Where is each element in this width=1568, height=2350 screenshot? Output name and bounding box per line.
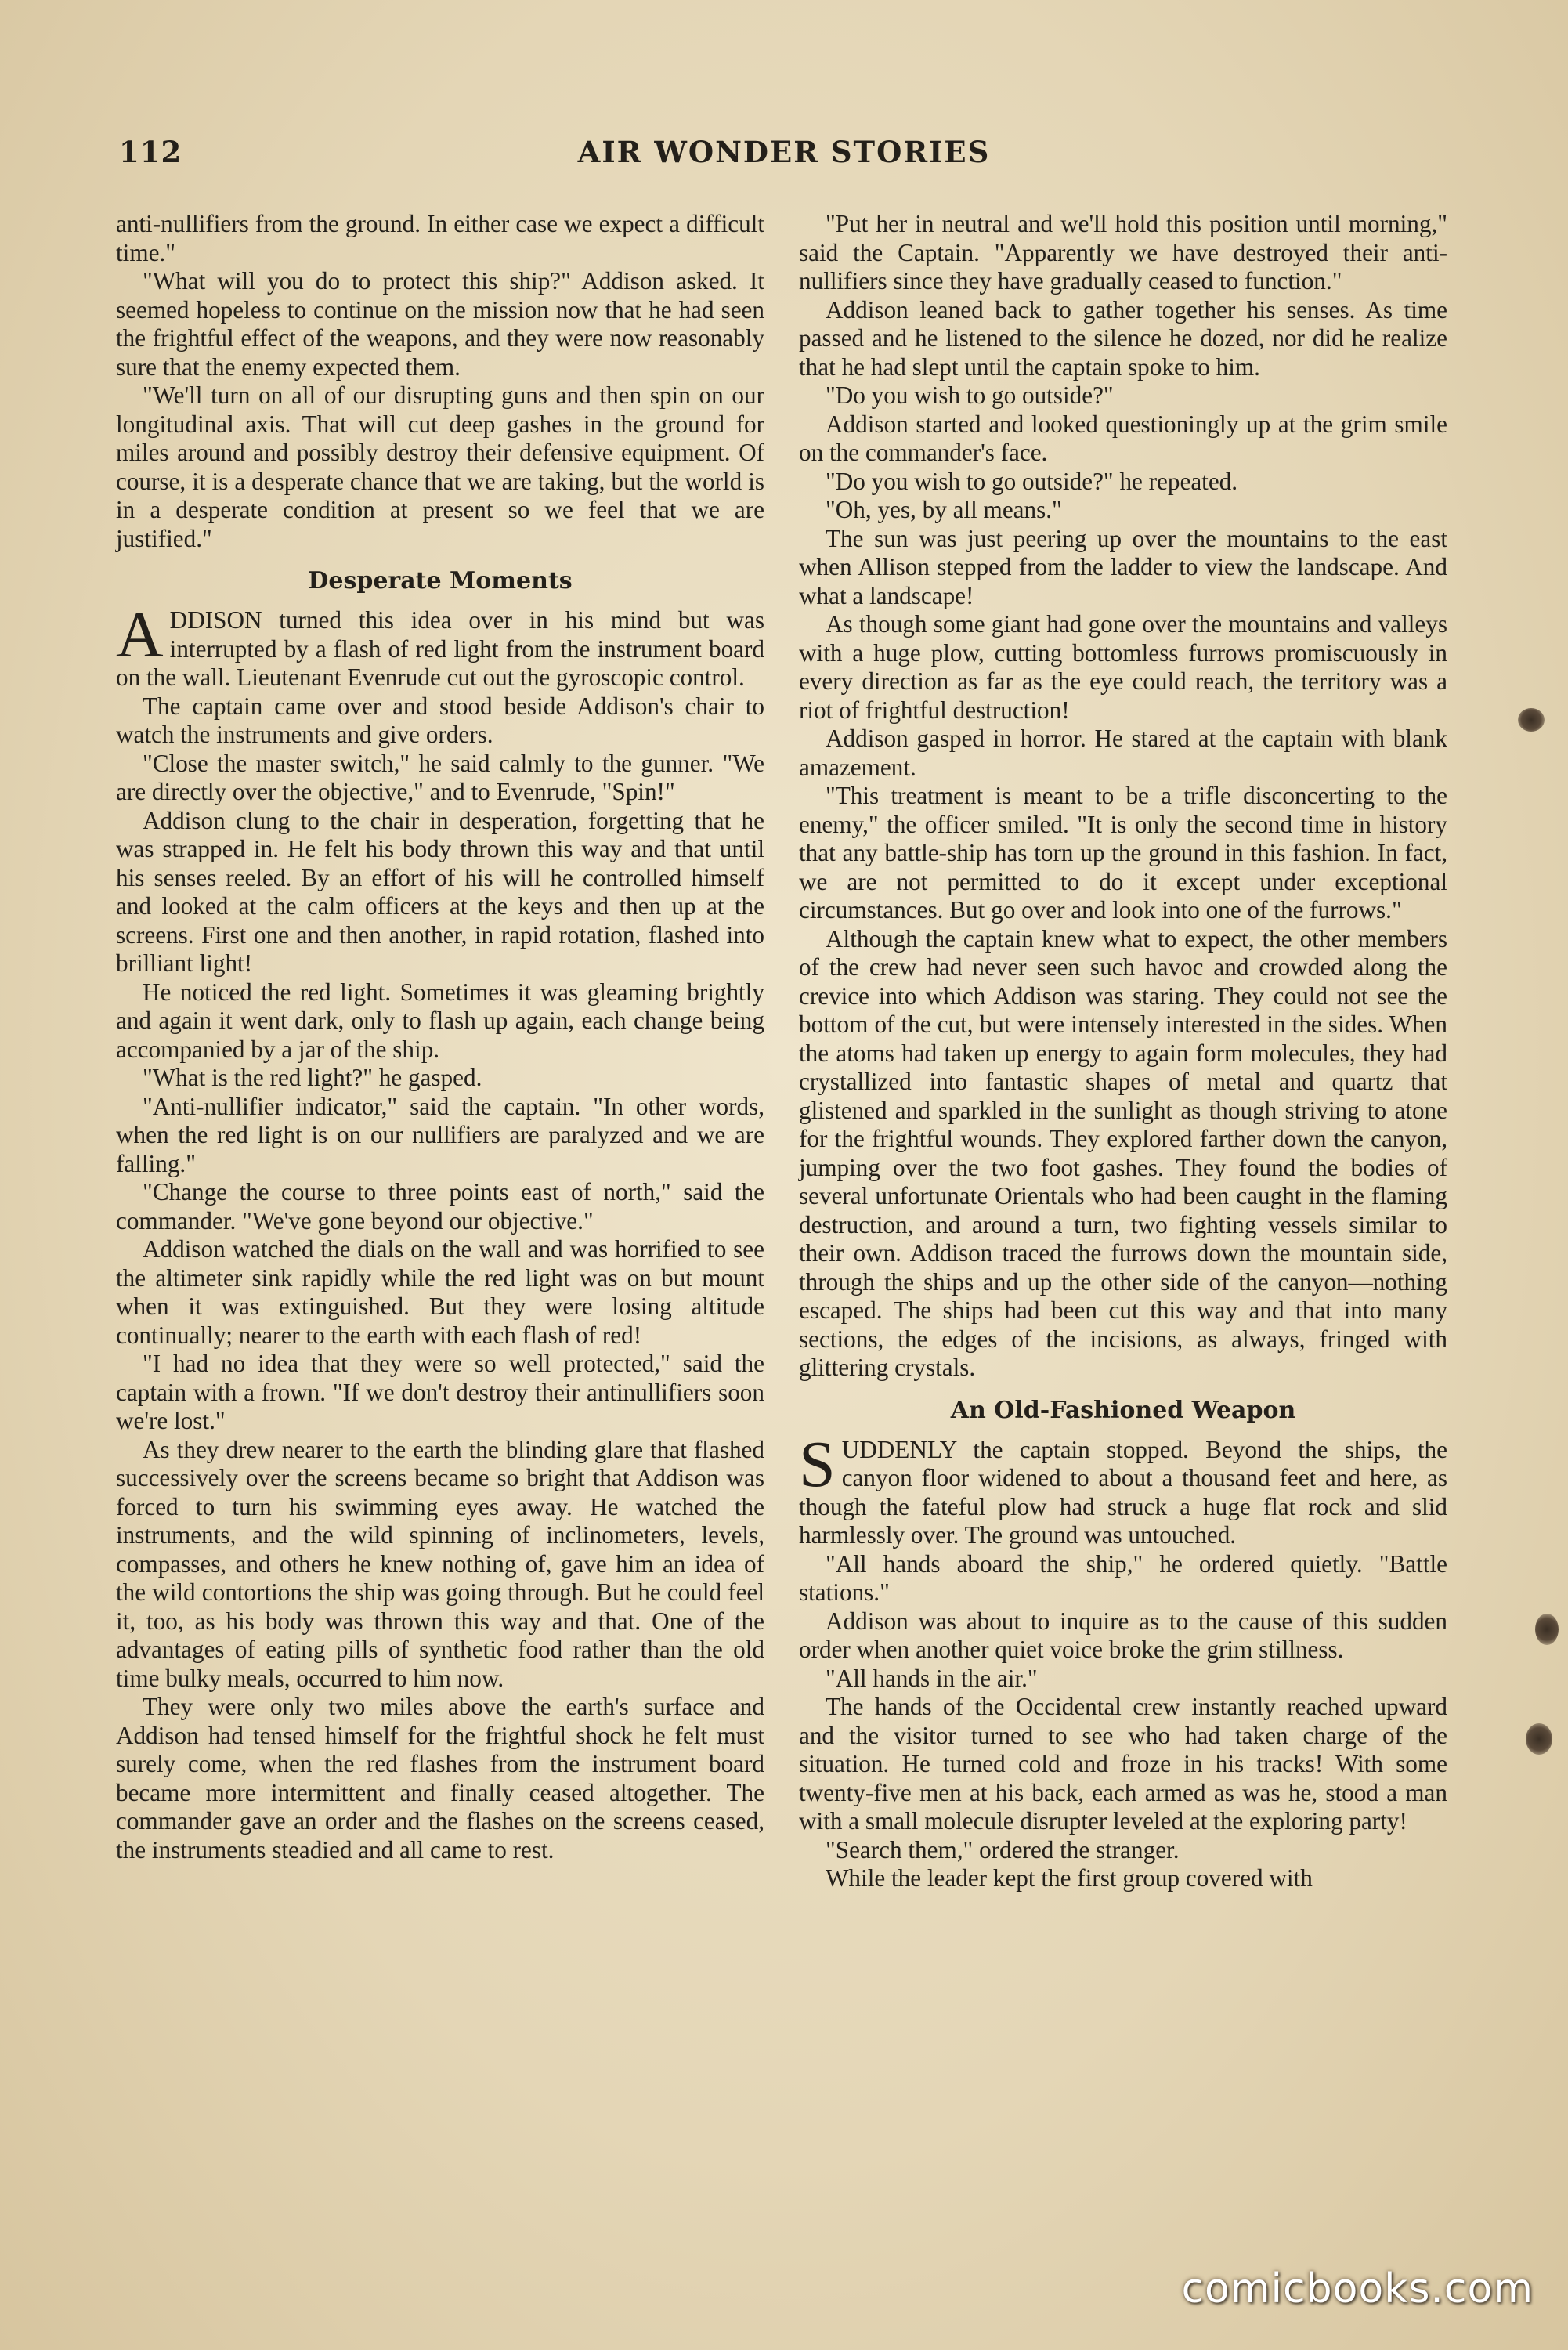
section-heading: Desperate Moments (308, 567, 573, 595)
paragraph: Addison was about to inquire as to the cause of this sudden order when another quiet voice broke the grim stillness. (799, 1607, 1447, 1663)
opening-paragraph (799, 1427, 1447, 1550)
paragraph: "Do you wish to go outside?" he repeated. (826, 467, 1238, 495)
paragraph: The hands of the Occidental crew instantly reached upward and the visitor turned to see who had taken charge of the situation. He turned cold and froze in his tracks! With some twenty-five men at his back, each armed as was he, stood a man with a small molecule disrupter leveled at the exploring party! (799, 1693, 1447, 1835)
paragraph: The sun was just peering up over the mountains to the east when Allison stepped from the ladder to view the landscape. And what a landscape! (799, 524, 1447, 609)
paragraph: "Put her in neutral and we'll hold this position until morning," said the Captain. "Apparently we have destroyed their anti-nullifiers since they have gradually ceased to function." (799, 210, 1447, 295)
paragraph: "What will you do to protect this ship?" Addison asked. It seemed hopeless to continue on the mission now that he had seen the frightful effect of the weapons, and they were now reasonably sure that the enemy expected them. (116, 267, 764, 381)
opening-paragraph (116, 598, 764, 692)
paragraph: He noticed the red light. Sometimes it was gleaming brightly and again it went dark, only to flash up again, each change being accompanied by a jar of the ship. (116, 978, 764, 1063)
paragraph: "I had no idea that they were so well protected," said the captain with a frown. "If we don't destroy their antinullifiers soon we're lost." (116, 1350, 764, 1434)
paragraph-text: UDDENLY the captain stopped. Beyond the ships, the canyon floor widened to about a thousand feet and here, as though the fateful plow had struck a huge flat rock and slid harmlessly over. The ground was untouched. (799, 1435, 1447, 1549)
paragraph: As though some giant had gone over the mountains and valleys with a huge plow, cutting bottomless furrows promiscuously in every direction as far as the eye could reach, the territory was a riot of frightful destruction! (799, 610, 1447, 724)
drop-cap: S (799, 1427, 836, 1501)
right-column (799, 210, 1447, 1893)
paragraph: "This treatment is meant to be a trifle disconcerting to the enemy," the officer smiled. "It is only the second time in history that any battle-ship has torn up the ground in this fashion. In fact, we are not permitted to do it except under exceptional circumstances. But go over and look into one of the furrows." (799, 782, 1447, 924)
paragraph: They were only two miles above the earth's surface and Addison had tensed himself for the frightful shock he felt must surely come, when the red flashes from the instrument board became more intermittent and finally ceased altogether. The commander gave an order and the flashes on the screens ceased, the instruments steadied and all came to rest. (116, 1693, 764, 1864)
paragraph: "What is the red light?" he gasped. (143, 1064, 482, 1091)
paragraph: The captain came over and stood beside Addison's chair to watch the instruments and give orders. (116, 692, 764, 748)
paragraph: While the leader kept the first group covered with (826, 1864, 1313, 1892)
paragraph: Addison leaned back to gather together his senses. As time passed and he listened to the silence he dozed, nor did he realize that he had slept until the captain spoke to him. (799, 295, 1447, 381)
watermark: comicbooks.com (1181, 2265, 1534, 2312)
paragraph: "Change the course to three points east of north," said the commander. "We've gone beyond our objective." (116, 1178, 764, 1235)
paragraph: "All hands aboard the ship," he ordered quietly. "Battle stations." (799, 1549, 1447, 1606)
paragraph-text: DDISON turned this idea over in his mind but was interrupted by a flash of red light from the instrument board on the wall. Lieutenant Evenrude cut out the gyroscopic control. (116, 606, 764, 691)
paragraph: Although the captain knew what to expect, the other members of the crew had never seen such havoc and crowded along the crevice into which Addison was staring. They could not see the bottom of the cut, but were intensely interested in the sides. When the atoms had taken up energy to again form molecules, they had crystallized into fantastic shapes of metal and quartz that glistened and sparkled in the sunlight as though striving to atone for the frightful wounds. They explored farther down the canyon, jumping over the two foot gashes. They found the bodies of several unfortunate Orientals who had been caught in the flaming destruction, and around a turn, two fighting vessels similar to their own. Addison traced the furrows down the mountain side, through the ships and up the other side of the canyon—nothing escaped. The ships had been cut this way and that into many sections, the edges of the incisions, as always, fringed with glittering crystals. (799, 924, 1447, 1381)
paragraph: "Anti-nullifier indicator," said the captain. "In other words, when the red light is on our nullifiers are paralyzed and we are falling." (116, 1092, 764, 1177)
paragraph: Addison clung to the chair in desperation, forgetting that he was strapped in. He felt his body thrown this way and that until his senses reeled. By an effort of his will he controlled himself and looked at the calm officers at the keys and then up at the screens. First one and then another, in rapid rotation, flashed into brilliant light! (116, 806, 764, 977)
binding-hole (1518, 708, 1545, 732)
paragraph: Addison started and looked questioningly up at the grim smile on the commander's face. (799, 410, 1447, 466)
section-heading: An Old-Fashioned Weapon (950, 1396, 1296, 1424)
paragraph: "Do you wish to go outside?" (826, 381, 1114, 409)
paragraph: anti-nullifiers from the ground. In either case we expect a difficult time." (116, 210, 764, 266)
binding-hole (1526, 1723, 1552, 1755)
paragraph: Addison watched the dials on the wall and was horrified to see the altimeter sink rapidly while the red light was on but mount when it was extinguished. But they were losing altitude continually; nearer to the earth with each flash of red! (116, 1235, 764, 1349)
drop-cap: A (116, 598, 164, 671)
paragraph: "Oh, yes, by all means." (826, 496, 1062, 523)
paragraph: "All hands in the air." (826, 1664, 1038, 1692)
paragraph: "We'll turn on all of our disrupting guns and then spin on our longitudinal axis. That will cut deep gashes in the ground for miles around and possibly destroy their defensive equipment. Of course, it is a desperate chance that we are taking, but the world is in a desperate condition at present so we feel that we are justified." (116, 381, 764, 552)
magazine-title: AIR WONDER STORIES (577, 135, 991, 169)
paragraph: "Search them," ordered the stranger. (826, 1835, 1180, 1864)
paragraph: As they drew nearer to the earth the blinding glare that flashed successively over the screens became so bright that Addison was forced to turn his swimming eyes away. He watched the instruments, and the wild spinning of inclinometers, levels, compasses, and others he knew nothing of, gave him an idea of the wild contortions the ship was going through. But he could feel it, too, as his body was thrown this way and that. One of the advantages of eating pills of synthetic food rather than the old time bulky meals, occurred to him now. (116, 1435, 764, 1692)
page-number: 112 (119, 135, 182, 169)
binding-hole (1535, 1614, 1559, 1645)
paragraph: Addison gasped in horror. He stared at the captain with blank amazement. (799, 725, 1447, 781)
left-column (116, 210, 764, 1864)
paragraph: "Close the master switch," he said calmly to the gunner. "We are directly over the objective," and to Evenrude, "Spin!" (116, 749, 764, 805)
